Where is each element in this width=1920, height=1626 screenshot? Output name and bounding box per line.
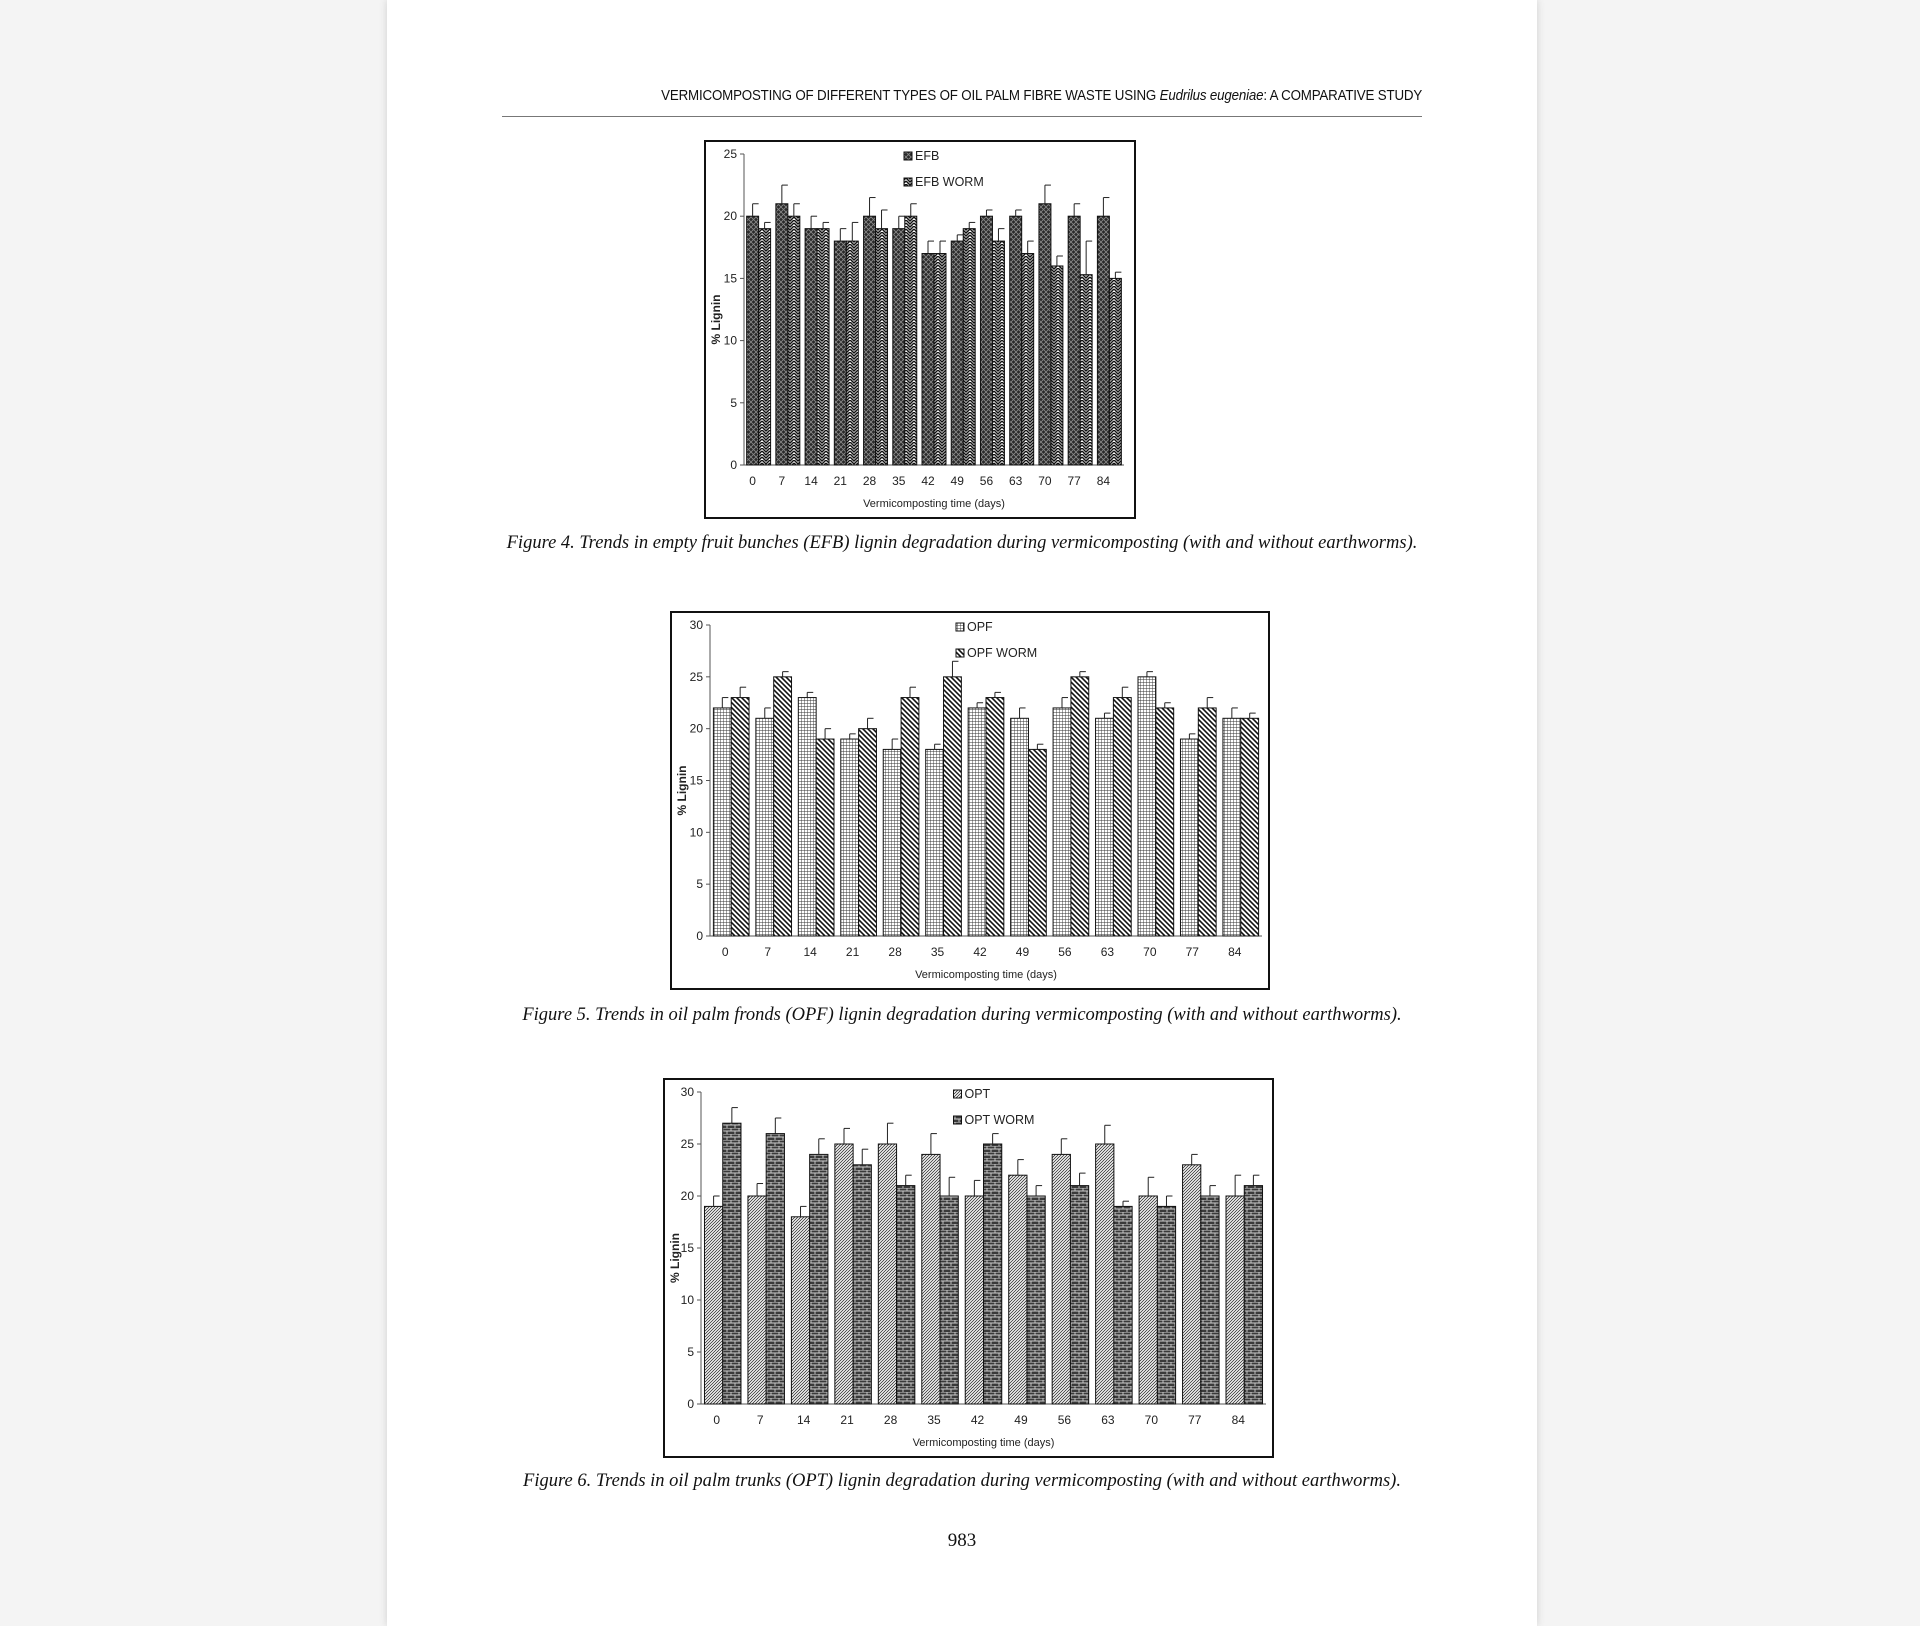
bar [859,729,877,936]
x-tick-label: 70 [1038,474,1052,488]
opf-lignin-chart [672,613,1268,988]
bar [816,739,834,936]
bar [1009,1175,1027,1404]
legend-label: OPF [967,620,993,634]
chart-frame [663,1078,1274,1458]
bar [934,254,946,465]
x-tick-label: 28 [862,474,877,488]
bar [1223,718,1241,936]
x-tick-label: 7 [778,474,786,488]
bar [1180,739,1198,936]
bar [766,1134,784,1404]
x-tick-label: 42 [921,474,935,488]
running-head-prefix: VERMICOMPOSTING OF DIFFERENT TYPES OF OIL PALM FIBRE WASTE USING [661,88,1157,104]
x-tick-label: 56 [1057,1413,1072,1427]
x-tick-label: 49 [1015,945,1030,959]
bar [1011,718,1029,936]
bar [1068,216,1080,465]
legend-swatch [904,178,912,186]
bar [1096,1144,1114,1404]
bar [864,216,876,465]
x-tick-label: 49 [950,474,964,488]
x-tick-label: 35 [892,474,906,488]
efb-lignin-chart [706,142,1134,517]
y-tick-label: 5 [696,877,703,892]
legend-swatch [956,623,964,631]
bar [853,1165,871,1404]
x-tick-label: 63 [1100,945,1115,959]
x-tick-label: 56 [979,474,994,488]
x-tick-label: 7 [756,1413,764,1427]
bar [834,241,846,465]
bar [963,229,975,465]
x-tick-label: 28 [883,1413,898,1427]
bar [1201,1196,1219,1404]
bar [791,1217,809,1404]
x-tick-label: 63 [1101,1413,1115,1427]
bar [901,698,919,936]
bar [1226,1196,1244,1404]
bar [1070,1186,1088,1404]
bar [1052,1154,1070,1404]
bar [1039,204,1051,465]
bar [992,241,1004,465]
bar [893,229,905,465]
bar [984,1144,1002,1404]
x-tick-label: 42 [973,945,987,959]
figure-caption: Figure 4. Trends in empty fruit bunches (EFB) lignin degradation during vermicomposting (with and without earthworms). [506,533,1418,553]
bar [1051,266,1063,465]
bar [1096,718,1114,936]
bar [805,229,817,465]
y-tick-label: 5 [730,395,737,410]
bar [817,229,829,465]
legend-label: OPT WORM [964,1113,1035,1127]
y-axis-label: % Lignin [675,765,689,816]
x-tick-label: 42 [970,1413,985,1427]
bar [1080,275,1092,465]
bar [1241,718,1259,936]
bar [1010,216,1022,465]
bar [897,1186,915,1404]
legend-label: OPF WORM [967,646,1038,660]
x-tick-label: 84 [1096,474,1111,488]
x-tick-label: 56 [1058,945,1072,959]
x-tick-label: 0 [713,1413,721,1427]
x-tick-label: 21 [840,1413,854,1427]
bar [846,241,858,465]
x-tick-label: 7 [764,945,772,959]
x-tick-label: 0 [721,945,729,959]
bar [1071,677,1089,936]
bar [878,1144,896,1404]
x-axis-label: Vermicomposting time (days) [915,969,1057,981]
x-tick-label: 70 [1143,945,1157,959]
y-axis-label: % Lignin [709,294,723,345]
x-tick-label: 28 [888,945,902,959]
legend-label: EFB [915,149,940,163]
y-tick-label: 10 [680,1293,694,1307]
x-tick-label: 21 [845,945,860,959]
bar [1139,1196,1157,1404]
bar [980,216,992,465]
page-number: 983 [947,1530,977,1551]
bar [1027,1196,1045,1404]
bar [731,698,749,936]
bar [704,1206,722,1404]
y-tick-label: 20 [680,1189,694,1203]
y-tick-label: 30 [680,1085,694,1099]
y-tick-label: 25 [689,669,703,684]
bar [788,216,800,465]
bar [835,1144,853,1404]
x-tick-label: 35 [927,1413,941,1427]
bar [922,254,934,465]
bar [841,739,859,936]
y-tick-label: 25 [723,147,737,161]
running-head-suffix: : A COMPARATIVE STUDY [1263,88,1422,104]
x-tick-label: 0 [749,474,756,488]
x-tick-label: 77 [1185,945,1199,959]
bar [1109,278,1121,465]
x-tick-label: 21 [833,474,847,488]
bar [922,1154,940,1404]
x-tick-label: 14 [804,474,818,488]
x-tick-label: 63 [1009,474,1023,488]
y-tick-label: 20 [723,209,737,224]
y-axis-label: % Lignin [668,1233,682,1283]
bar [926,749,944,936]
bar [986,698,1004,936]
y-tick-label: 20 [689,721,703,736]
journal-page [387,0,1537,1626]
x-tick-label: 77 [1067,474,1081,488]
figure-caption: Figure 5. Trends in oil palm fronds (OPF) lignin degradation during vermicomposting (with and without earthworms). [522,1005,1402,1025]
bar [905,216,917,465]
legend-label: OPT [964,1087,991,1101]
x-tick-label: 70 [1144,1413,1159,1427]
x-tick-label: 14 [803,945,817,959]
bar [1244,1186,1262,1404]
bar [1138,677,1156,936]
bar [940,1196,958,1404]
y-tick-label: 0 [687,1397,694,1411]
bar [1157,1206,1175,1404]
bar [713,708,731,936]
x-axis-label: Vermicomposting time (days) [912,1437,1055,1449]
bar [1022,254,1034,465]
legend-swatch [904,152,912,160]
bar [723,1123,741,1404]
y-tick-label: 5 [687,1345,694,1359]
bar [1097,216,1109,465]
legend-swatch [956,649,964,657]
x-tick-label: 14 [796,1413,811,1427]
bar [1053,708,1071,936]
bar [1113,698,1131,936]
x-tick-label: 84 [1231,1413,1245,1427]
bar [1198,708,1216,936]
opt-lignin-chart [665,1080,1272,1456]
x-tick-label: 84 [1228,945,1242,959]
running-head [502,86,1422,117]
bar [756,718,774,936]
bar [944,677,962,936]
chart-frame [670,611,1270,990]
y-tick-label: 15 [689,773,703,788]
bar [883,749,901,936]
running-head-species: Eudrilus eugeniae [1159,88,1264,104]
y-tick-label: 30 [689,618,703,632]
y-tick-label: 10 [723,333,737,348]
bar [1028,749,1046,936]
x-axis-label: Vermicomposting time (days) [863,498,1005,510]
y-tick-label: 0 [730,458,737,472]
y-tick-label: 25 [680,1137,694,1151]
x-tick-label: 77 [1188,1413,1202,1427]
legend-swatch [954,1116,962,1124]
legend-label: EFB WORM [915,175,984,189]
running-head-text [661,88,1422,104]
y-tick-label: 15 [723,271,737,286]
bar [774,677,792,936]
x-tick-label: 49 [1014,1413,1028,1427]
bar [1156,708,1174,936]
figure-caption: Figure 6. Trends in oil palm trunks (OPT) lignin degradation during vermicomposting (with and without earthworms). [523,1471,1401,1491]
chart-frame [704,140,1136,519]
bar [951,241,963,465]
x-tick-label: 35 [930,945,945,959]
legend-swatch [954,1090,962,1098]
bar [1183,1165,1201,1404]
bar [747,216,759,465]
bar [748,1196,766,1404]
bar [810,1154,828,1404]
bar [759,229,771,465]
bar [965,1196,983,1404]
y-tick-label: 15 [680,1241,694,1255]
bar [1114,1206,1132,1404]
bar [876,229,888,465]
bar [776,204,788,465]
y-tick-label: 10 [689,825,703,840]
bar [798,698,816,936]
y-tick-label: 0 [696,929,703,943]
bar [968,708,986,936]
